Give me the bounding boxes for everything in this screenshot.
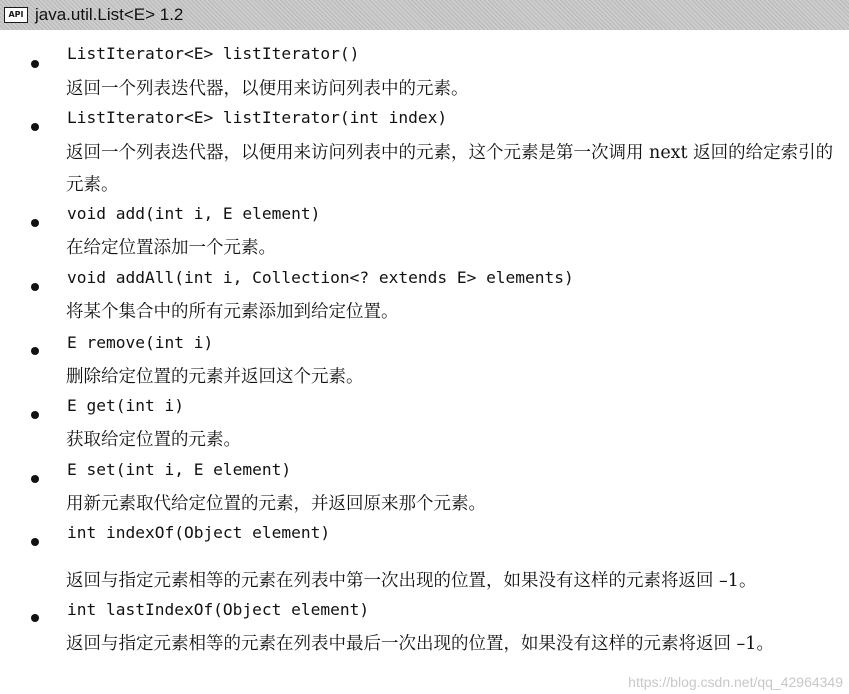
bullet-icon bbox=[31, 538, 39, 546]
watermark: https://blog.csdn.net/qq_42964349 bbox=[628, 674, 843, 690]
method-description: 在给定位置添加一个元素。 bbox=[66, 238, 276, 258]
method-description: 用新元素取代给定位置的元素，并返回原来那个元素。 bbox=[66, 494, 486, 514]
method-signature: void add(int i, E element) bbox=[67, 204, 321, 223]
method-signature: int lastIndexOf(Object element) bbox=[67, 600, 370, 619]
bullet-icon bbox=[31, 123, 39, 131]
method-description: 返回一个列表迭代器，以便用来访问列表中的元素，这个元素是第一次调用 next 返回的给定索引的元素。 bbox=[66, 143, 834, 195]
method-description: 获取给定位置的元素。 bbox=[66, 430, 241, 450]
method-description: 返回一个列表迭代器，以便用来访问列表中的元素。 bbox=[66, 79, 469, 99]
bullet-icon bbox=[31, 411, 39, 419]
method-signature: ListIterator<E> listIterator(int index) bbox=[67, 108, 448, 127]
method-signature: int indexOf(Object element) bbox=[67, 523, 331, 542]
method-description: 返回与指定元素相等的元素在列表中最后一次出现的位置，如果没有这样的元素将返回 –1。 bbox=[66, 634, 774, 654]
method-signature: ListIterator<E> listIterator() bbox=[67, 44, 360, 63]
bullet-icon bbox=[31, 614, 39, 622]
method-signature: E set(int i, E element) bbox=[67, 460, 292, 479]
bullet-icon bbox=[31, 219, 39, 227]
bullet-icon bbox=[31, 475, 39, 483]
bullet-icon bbox=[31, 283, 39, 291]
method-signature: void addAll(int i, Collection<? extends E> elements) bbox=[67, 268, 574, 287]
bullet-icon bbox=[31, 60, 39, 68]
api-badge-icon: API bbox=[4, 7, 28, 23]
method-description: 返回与指定元素相等的元素在列表中第一次出现的位置，如果没有这样的元素将返回 –1。 bbox=[66, 571, 757, 591]
method-description: 将某个集合中的所有元素添加到给定位置。 bbox=[66, 302, 399, 322]
method-signature: E remove(int i) bbox=[67, 333, 214, 352]
api-header-bar bbox=[0, 0, 849, 30]
page-title: java.util.List<E> 1.2 bbox=[35, 5, 184, 24]
bullet-icon bbox=[31, 347, 39, 355]
method-description: 删除给定位置的元素并返回这个元素。 bbox=[66, 367, 364, 387]
method-signature: E get(int i) bbox=[67, 396, 184, 415]
